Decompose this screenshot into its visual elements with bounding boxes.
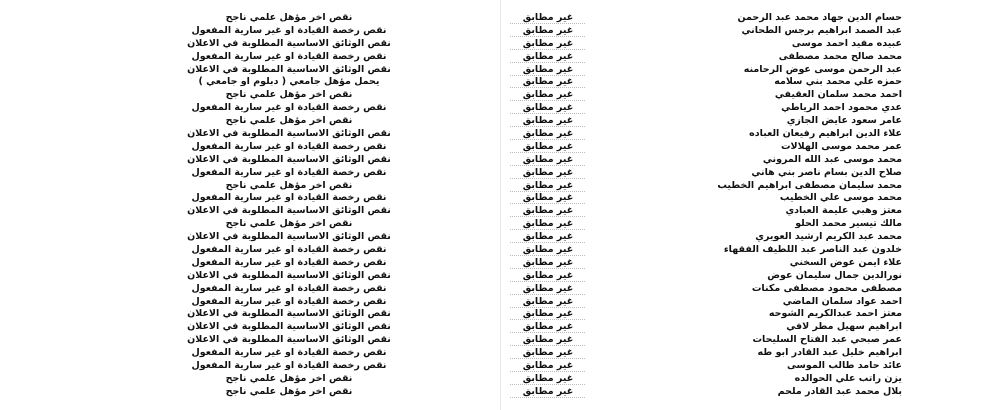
rejection-reason: نقص الوثائق الاساسية المطلوبة في الاعلان [187,308,391,320]
applicant-name: محمد عبد الكريم ارشيد العويري [755,231,902,243]
table-row [0,386,990,399]
rejection-reason: نقص الوثائق الاساسية المطلوبة في الاعلان [187,334,391,346]
rejection-reason: نقص اخر مؤهل علمي ناجح [225,12,353,23]
rejection-reason: نقص الوثائق الاساسية المطلوبة في الاعلان [187,231,391,243]
applicant-name: معتز وهبي عليمة العبادي [785,205,902,217]
rejection-reason: نقص الوثائق الاساسية المطلوبة في الاعلان [187,153,391,165]
table-row [0,102,990,115]
table-row [0,76,990,89]
rejection-reason: نقص الوثائق الاساسية المطلوبة في الاعلان [187,128,391,140]
table-row [0,154,990,167]
table-row [0,167,990,180]
match-status: غير مطابق [522,218,574,230]
table-row [0,51,990,64]
table-row [0,218,990,231]
applicant-name: عبيده مفيد احمد موسى [791,37,902,49]
table-row [0,283,990,296]
applicant-name: علاء ايمن عوض السخني [789,256,902,268]
applicant-name: عائد حامد طالب الموسى [786,360,902,372]
match-status: غير مطابق [522,128,574,140]
match-status: غير مطابق [522,347,574,359]
table-row [0,321,990,334]
match-status: غير مطابق [522,89,574,101]
match-status: غير مطابق [522,385,574,397]
rejection-reason: نقص الوثائق الاساسية المطلوبة في الاعلان [187,37,391,49]
match-status: غير مطابق [522,50,574,62]
applicant-name: عمر صبحي عبد الفتاح السليحات [752,334,902,346]
match-status: غير مطابق [522,282,574,294]
applicant-name: ابراهيم سهيل مطر لافي [786,321,902,333]
match-status: غير مطابق [522,321,574,333]
match-status: غير مطابق [522,308,574,320]
table-row [0,89,990,102]
rejection-reason: نقص اخر مؤهل علمي ناجح [225,89,353,101]
table-row [0,64,990,77]
applicant-name: عامر سعود عايض الجازي [786,115,902,127]
match-status: غير مطابق [522,334,574,346]
match-status: غير مطابق [522,205,574,217]
match-status: غير مطابق [522,269,574,281]
applicant-name: بلال محمد عبد القادر ملحم [777,385,902,397]
rejection-reason: نقص رخصة القيادة او غير سارية المفعول [191,295,387,307]
rejection-reason: نقص الوثائق الاساسية المطلوبة في الاعلان [187,205,391,217]
applicant-name: عبد الصمد ابراهيم برجس الطحاني [741,24,902,36]
rejection-reason: نقص رخصة القيادة او غير سارية المفعول [191,102,387,114]
match-status: غير مطابق [522,24,574,36]
match-status: غير مطابق [522,360,574,372]
table-row [0,180,990,193]
rejection-reason: يحمل مؤهل جامعي ( دبلوم او جامعي ) [198,76,380,88]
applicant-name: مالك تيسير محمد الحلو [795,218,902,230]
applicant-name: نورالدين جمال سليمان عوض [767,269,902,281]
table-row [0,38,990,51]
applicant-name: محمد موسى عبد الله المروني [762,153,902,165]
rejection-reason: نقص رخصة القيادة او غير سارية المفعول [191,244,387,256]
match-status: غير مطابق [522,12,574,23]
applicant-name: عبد الرحمن موسى عوض الرحامنه [743,63,902,75]
match-status: غير مطابق [522,76,574,88]
table-row [0,12,990,25]
table-row [0,244,990,257]
applicants-table [0,12,990,399]
applicant-name: معتز احمد عبدالكريم الشوحه [768,308,902,320]
applicant-name: عمر محمد موسى الهلالات [781,140,902,152]
match-status: غير مطابق [522,166,574,178]
rejection-reason: نقص الوثائق الاساسية المطلوبة في الاعلان [187,63,391,75]
match-status: غير مطابق [522,372,574,384]
applicant-name: خلدون عبد الناصر عبد اللطيف الفقهاء [723,244,902,256]
table-row [0,141,990,154]
rejection-reason: نقص اخر مؤهل علمي ناجح [225,372,353,384]
match-status: غير مطابق [522,140,574,152]
applicant-name: عدي محمود احمد الرياطي [781,102,902,114]
rejection-reason: نقص الوثائق الاساسية المطلوبة في الاعلان [187,321,391,333]
table-row [0,192,990,205]
applicant-name: محمد صالح محمد مصطفى [778,50,902,62]
match-status: غير مطابق [522,231,574,243]
applicant-name: حمزه علي محمد بني سلامه [774,76,902,88]
table-row [0,308,990,321]
applicant-name: احمد محمد سلمان العقيفي [774,89,902,101]
applicant-name: محمد سليمان مصطفى ابراهيم الخطيب [717,179,902,191]
rejection-reason: نقص رخصة القيادة او غير سارية المفعول [191,347,387,359]
match-status: غير مطابق [522,295,574,307]
match-status: غير مطابق [522,192,574,204]
match-status: غير مطابق [522,37,574,49]
applicant-name: محمد موسى علي الخطيب [779,192,902,204]
match-status: غير مطابق [522,244,574,256]
match-status: غير مطابق [522,179,574,191]
rejection-reason: نقص الوثائق الاساسية المطلوبة في الاعلان [187,269,391,281]
match-status: غير مطابق [522,256,574,268]
match-status: غير مطابق [522,115,574,127]
applicant-name: صلاح الدين بسام ناصر بني هاني [751,166,902,178]
table-row [0,347,990,360]
rejection-reason: نقص رخصة القيادة او غير سارية المفعول [191,256,387,268]
rejection-reason: نقص رخصة القيادة او غير سارية المفعول [191,282,387,294]
rejection-reason: نقص رخصة القيادة او غير سارية المفعول [191,140,387,152]
rejection-reason: نقص رخصة القيادة او غير سارية المفعول [191,24,387,36]
table-row [0,115,990,128]
table-row [0,257,990,270]
table-row [0,373,990,386]
match-status: غير مطابق [522,153,574,165]
table-row [0,25,990,38]
rejection-reason: نقص رخصة القيادة او غير سارية المفعول [191,360,387,372]
table-row [0,360,990,373]
match-status: غير مطابق [522,63,574,75]
applicant-name: حسام الدين جهاد محمد عبد الرحمن [737,12,902,23]
applicant-name: علاء الدين ابراهيم رفيعان العباده [749,128,902,140]
rejection-reason: نقص اخر مؤهل علمي ناجح [225,179,353,191]
table-row [0,231,990,244]
table-row [0,128,990,141]
applicant-name: يزن راتب علي الحوالده [794,372,902,384]
applicant-name: ابراهيم خليل عبد القادر ابو طه [757,347,902,359]
rejection-reason: نقص رخصة القيادة او غير سارية المفعول [191,50,387,62]
table-row [0,205,990,218]
rejection-reason: نقص اخر مؤهل علمي ناجح [225,218,353,230]
table-row [0,296,990,309]
applicant-name: احمد عواد سلمان الماضي [782,295,902,307]
applicant-name: مصطفى محمود مصطفى مكنات [751,282,902,294]
table-row [0,334,990,347]
rejection-reason: نقص رخصة القيادة او غير سارية المفعول [191,192,387,204]
table-row [0,270,990,283]
rejection-reason: نقص اخر مؤهل علمي ناجح [225,385,353,397]
rejection-reason: نقص رخصة القيادة او غير سارية المفعول [191,166,387,178]
rejection-reason: نقص اخر مؤهل علمي ناجح [225,115,353,127]
match-status: غير مطابق [522,102,574,114]
